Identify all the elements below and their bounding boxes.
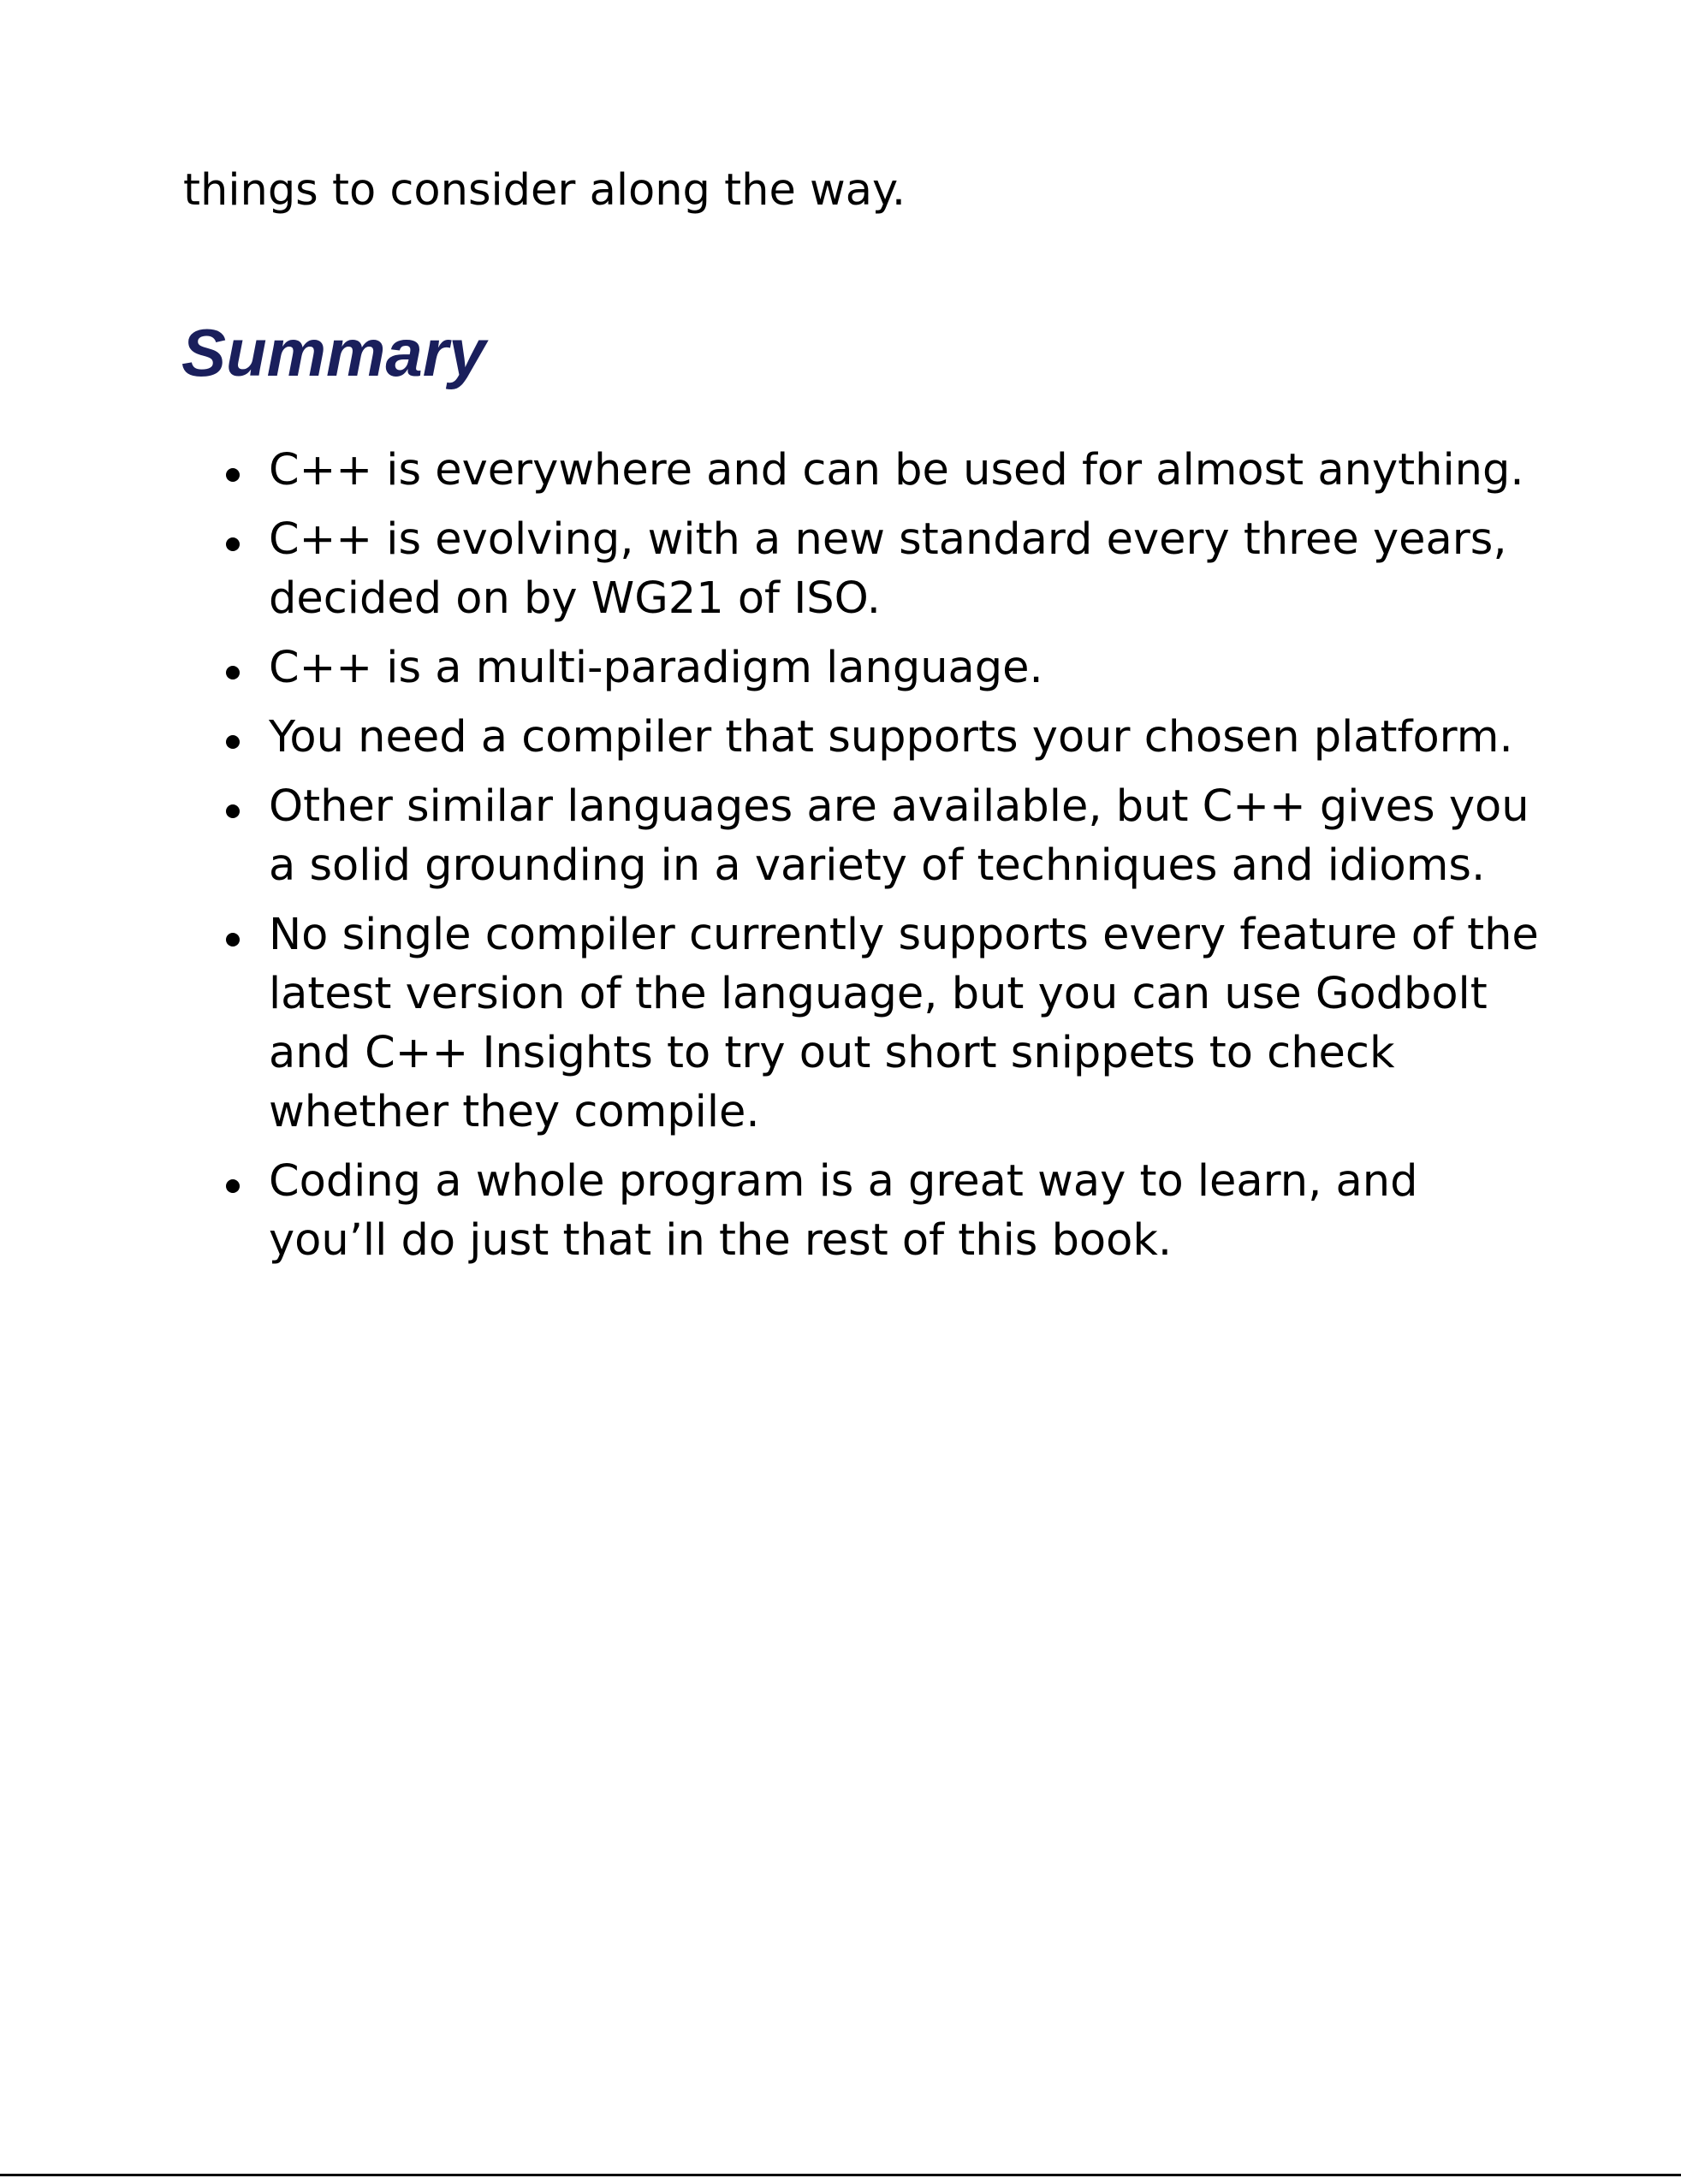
- summary-item-line: C++ is evolving, with a new standard every three years,: [269, 514, 1507, 565]
- section-title: Summary: [181, 315, 486, 390]
- summary-item-line: decided on by WG21 of ISO.: [269, 573, 881, 624]
- summary-item-line: whether they compile.: [269, 1087, 760, 1137]
- summary-item: [0, 777, 1681, 895]
- summary-item-line: a solid grounding in a variety of techniques and idioms.: [269, 840, 1486, 891]
- summary-item-line: and C++ Insights to try out short snippets to check: [269, 1028, 1395, 1078]
- summary-item-line: latest version of the language, but you can use Godbolt: [269, 969, 1488, 1019]
- summary-item-line: Other similar languages are available, but C++ gives you: [269, 781, 1530, 832]
- summary-item-line: Coding a whole program is a great way to learn, and: [269, 1156, 1418, 1207]
- bullet-icon: [226, 735, 240, 749]
- summary-item-line: C++ is a multi-paradigm language.: [269, 643, 1043, 693]
- bullet-icon: [226, 468, 240, 482]
- summary-item: [0, 510, 1681, 628]
- summary-item-line: you’ll do just that in the rest of this book.: [269, 1215, 1173, 1266]
- summary-item: [0, 1152, 1681, 1270]
- summary-item-line: C++ is everywhere and can be used for almost anything.: [269, 445, 1524, 496]
- summary-item: [0, 905, 1681, 1142]
- summary-item: [0, 441, 1681, 500]
- summary-item: [0, 708, 1681, 767]
- page-bottom-rule: [0, 2174, 1681, 2176]
- bullet-icon: [226, 1179, 240, 1193]
- summary-item: [0, 638, 1681, 697]
- bullet-icon: [226, 933, 240, 947]
- summary-item-line: You need a compiler that supports your chosen platform.: [269, 712, 1513, 763]
- intro-text: things to consider along the way.: [183, 165, 906, 216]
- bullet-icon: [226, 804, 240, 818]
- summary-item-line: No single compiler currently supports every feature of the: [269, 910, 1539, 960]
- bullet-icon: [226, 537, 240, 551]
- summary-list: [0, 441, 1681, 1280]
- bullet-icon: [226, 666, 240, 680]
